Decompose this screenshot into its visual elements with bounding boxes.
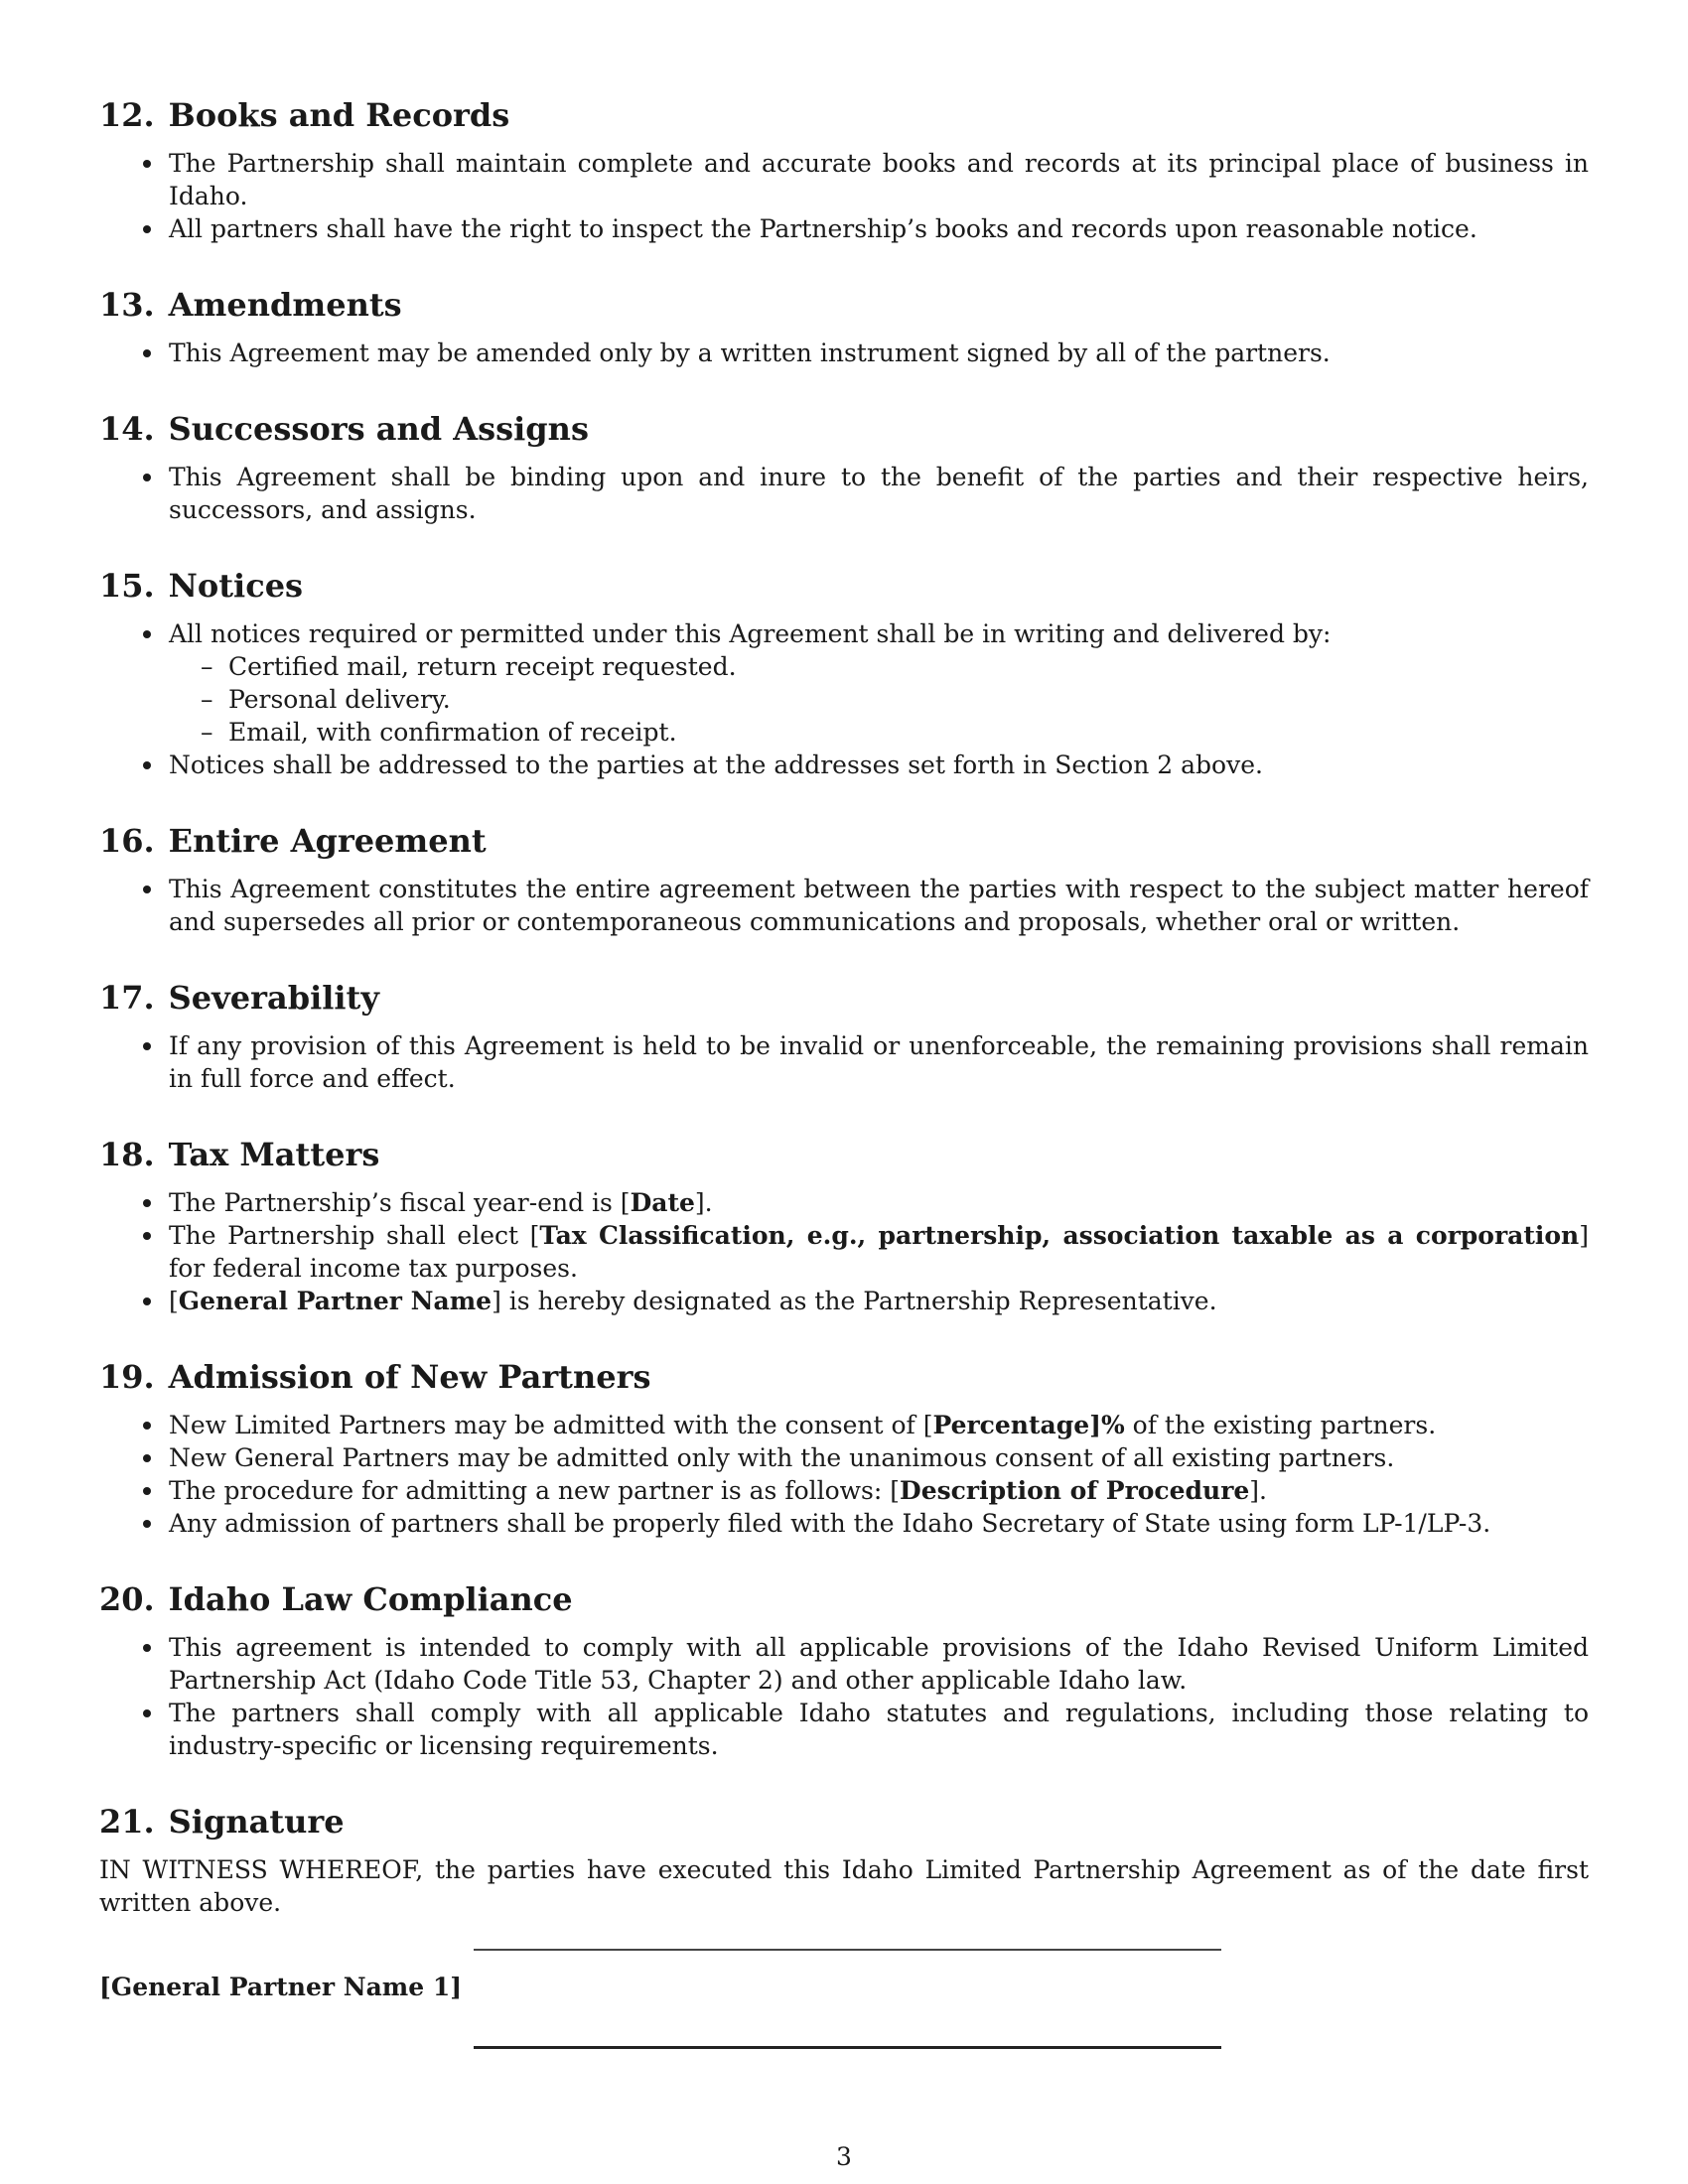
list-item: If any provision of this Agreement is held to be invalid or unenforceable, the remaining provisions shall remain in full force and effect.	[99, 1029, 1589, 1095]
section-heading: 13. Amendments	[99, 286, 402, 324]
list-item: New Limited Partners may be admitted with the consent of [Percentage]% of the existing partners.	[99, 1409, 1589, 1441]
placeholder-field: Percentage	[932, 1411, 1090, 1439]
bullet-icon	[143, 886, 151, 893]
section-heading: 20. Idaho Law Compliance	[99, 1580, 573, 1618]
section-heading: 21. Signature	[99, 1803, 345, 1841]
placeholder-field: Tax Classification, e.g., partnership, association taxable as a corporation	[539, 1221, 1580, 1250]
list-item: The partners shall comply with all applicable Idaho statutes and regulations, including those relating to industry-specific or licensing requirements.	[99, 1697, 1589, 1762]
section-heading: 18. Tax Matters	[99, 1136, 380, 1173]
bullet-icon	[143, 1454, 151, 1462]
document-page	[99, 95, 1589, 2157]
list-item: All notices required or permitted under this Agreement shall be in writing and delivered by: – Certified mail, return receipt requested. – Personal delivery. – Email, with confirmation of receipt.	[99, 617, 1589, 749]
sub-list-item: – Personal delivery.	[201, 685, 451, 714]
section-admission-of-new-partners	[99, 1357, 1589, 1540]
section-books-and-records	[99, 95, 1589, 245]
section-heading: 14. Successors and Assigns	[99, 410, 589, 448]
section-idaho-law-compliance	[99, 1579, 1589, 1762]
section-signature	[99, 1802, 1589, 2117]
bullet-icon	[143, 630, 151, 638]
list-item: The Partnership’s fiscal year-end is [Date].	[99, 1186, 1589, 1219]
bullet-icon	[143, 1232, 151, 1240]
placeholder-field: Description of Procedure	[900, 1476, 1250, 1505]
bullet-icon	[143, 1520, 151, 1528]
section-heading: 17. Severability	[99, 979, 379, 1017]
list-item: The procedure for admitting a new partner is as follows: [Description of Procedure].	[99, 1474, 1589, 1507]
section-entire-agreement	[99, 821, 1589, 938]
list-item: The Partnership shall elect [Tax Classification, e.g., partnership, association taxable as a corporation] for federal income tax purposes.	[99, 1219, 1589, 1285]
bullet-icon	[143, 761, 151, 769]
list-item: [General Partner Name] is hereby designated as the Partnership Representative.	[99, 1285, 1589, 1317]
placeholder-field: Date	[630, 1188, 695, 1217]
section-heading: 19. Admission of New Partners	[99, 1358, 651, 1396]
dash-icon: –	[201, 652, 213, 681]
section-heading: 15. Notices	[99, 567, 304, 605]
list-item: New General Partners may be admitted only with the unanimous consent of all existing partners.	[99, 1441, 1589, 1474]
signature-block	[99, 1949, 1589, 2117]
signature-line	[474, 1949, 1221, 1951]
section-heading: 12. Books and Records	[99, 96, 510, 134]
bullet-icon	[143, 474, 151, 481]
bullet-icon	[143, 1487, 151, 1495]
section-successors-and-assigns	[99, 409, 1589, 526]
list-item: The Partnership shall maintain complete and accurate books and records at its principal place of business in Idaho.	[99, 147, 1589, 212]
list-item: This Agreement may be amended only by a written instrument signed by all of the partners.	[99, 337, 1589, 369]
bullet-icon	[143, 1644, 151, 1652]
signatory-name: [General Partner Name 1]	[99, 1973, 463, 2001]
section-tax-matters	[99, 1135, 1589, 1317]
bullet-icon	[143, 1422, 151, 1430]
sub-list-item: – Certified mail, return receipt requested.	[201, 652, 737, 681]
section-heading: 16. Entire Agreement	[99, 822, 487, 860]
list-item: All partners shall have the right to inspect the Partnership’s books and records upon reasonable notice.	[99, 212, 1589, 245]
bullet-icon	[143, 1042, 151, 1050]
placeholder-field: General Partner Name	[178, 1287, 492, 1315]
sub-list-item: – Email, with confirmation of receipt.	[201, 718, 677, 747]
bullet-icon	[143, 1297, 151, 1305]
bullet-icon	[143, 349, 151, 357]
section-notices	[99, 566, 1589, 781]
section-severability	[99, 978, 1589, 1095]
bullet-icon	[143, 160, 151, 168]
list-item: This Agreement shall be binding upon and inure to the benefit of the parties and their respective heirs, successors, and assigns.	[99, 461, 1589, 526]
list-item: This Agreement constitutes the entire agreement between the parties with respect to the subject matter hereof and supersedes all prior or contemporaneous communications and proposals, whether oral or written.	[99, 873, 1589, 938]
bullet-icon	[143, 1199, 151, 1207]
list-item: Any admission of partners shall be properly filed with the Idaho Secretary of State using form LP-1/LP-3.	[99, 1507, 1589, 1540]
dash-icon: –	[201, 718, 213, 747]
page-number: 3	[836, 2142, 852, 2171]
section-amendments	[99, 285, 1589, 369]
bullet-icon	[143, 1709, 151, 1717]
list-item: Notices shall be addressed to the parties at the addresses set forth in Section 2 above.	[99, 749, 1589, 781]
bullet-icon	[143, 225, 151, 233]
dash-icon: –	[201, 685, 213, 714]
witness-paragraph: IN WITNESS WHEREOF, the parties have executed this Idaho Limited Partnership Agreement as of the date first written above.	[99, 1855, 1589, 1917]
signature-line	[474, 2046, 1221, 2049]
list-item: This agreement is intended to comply with all applicable provisions of the Idaho Revised Uniform Limited Partnership Act (Idaho Code Title 53, Chapter 2) and other applicable Idaho law.	[99, 1631, 1589, 1697]
